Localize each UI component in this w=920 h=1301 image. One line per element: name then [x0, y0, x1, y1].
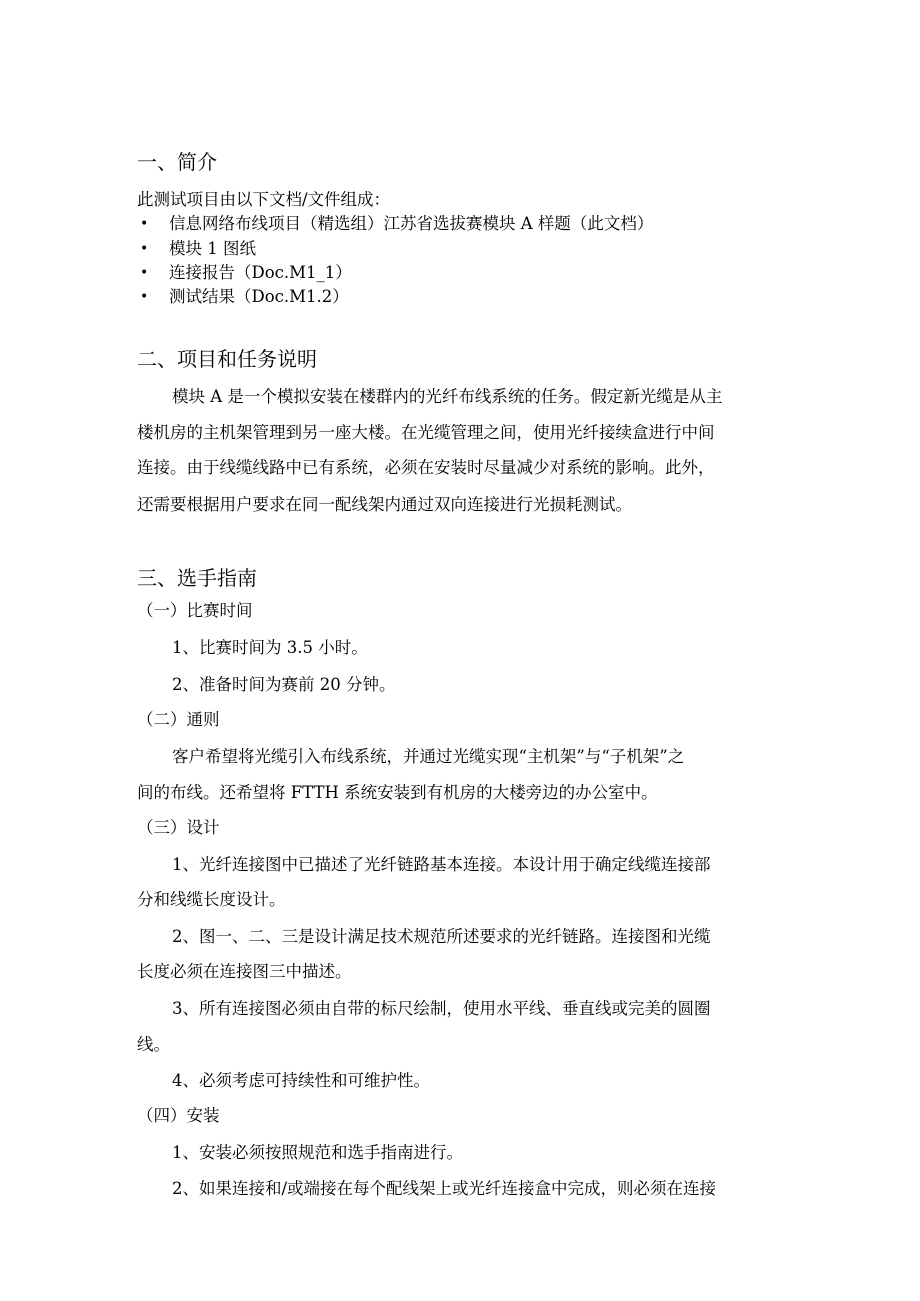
design-line-2: 分和线缆长度设计。	[137, 890, 286, 909]
install-line-1: 1、安装必须按照规范和选手指南进行。	[172, 1143, 463, 1162]
design-line-1: 1、光纤连接图中已描述了光纤链路基本连接。本设计用于确定线缆连接部	[172, 855, 711, 874]
bullet-marker: •	[140, 265, 149, 281]
design-line-6: 线。	[137, 1035, 170, 1054]
design-line-3: 2、图一、二、三是设计满足技术规范所述要求的光纤链路。连接图和光缆	[172, 927, 711, 946]
section-heading-intro: 一、简介	[137, 150, 217, 174]
subheading-time: （一）比赛时间	[137, 601, 253, 620]
intro-item-3: 连接报告（Doc.M1_1）	[169, 263, 352, 282]
install-line-2: 2、如果连接和/或端接在每个配线架上或光纤连接盒中完成，则必须在连接	[172, 1179, 717, 1198]
intro-lead: 此测试项目由以下文档/文件组成：	[137, 190, 391, 209]
intro-item-2: 模块 1 图纸	[169, 239, 256, 258]
project-line-2: 楼机房的主机架管理到另一座大楼。在光缆管理之间，使用光纤接续盒进行中间	[137, 423, 715, 442]
intro-item-1: 信息网络布线项目（精选组）江苏省选拔赛模块 A 样题（此文档）	[169, 214, 654, 233]
design-line-7: 4、必须考虑可持续性和可维护性。	[172, 1071, 430, 1090]
project-line-1: 模块 A 是一个模拟安装在楼群内的光纤布线系统的任务。假定新光缆是从主	[172, 387, 723, 406]
time-item-2: 2、准备时间为赛前 20 分钟。	[172, 675, 396, 694]
section-heading-project: 二、项目和任务说明	[137, 347, 317, 371]
bullet-marker: •	[140, 241, 149, 257]
general-line-2: 间的布线。还希望将 FTTH 系统安装到有机房的大楼旁边的办公室中。	[137, 783, 658, 802]
general-line-1: 客户希望将光缆引入布线系统，并通过光缆实现“主机架”与“子机架”之	[172, 747, 685, 766]
intro-item-4: 测试结果（Doc.M1.2）	[169, 287, 349, 306]
bullet-marker: •	[140, 289, 149, 305]
section-heading-guide: 三、选手指南	[137, 566, 257, 590]
project-line-3: 连接。由于线缆线路中已有系统，必须在安装时尽量减少对系统的影响。此外，	[137, 458, 715, 477]
project-line-4: 还需要根据用户要求在同一配线架内通过双向连接进行光损耗测试。	[137, 495, 632, 514]
subheading-design: （三）设计	[137, 818, 220, 837]
time-item-1: 1、比赛时间为 3.5 小时。	[172, 638, 368, 657]
design-line-5: 3、所有连接图必须由自带的标尺绘制，使用水平线、垂直线或完美的圆圈	[172, 999, 711, 1018]
bullet-marker: •	[140, 216, 149, 232]
design-line-4: 长度必须在连接图三中描述。	[137, 962, 352, 981]
subheading-install: （四）安装	[137, 1106, 220, 1125]
subheading-general: （二）通则	[137, 710, 220, 729]
